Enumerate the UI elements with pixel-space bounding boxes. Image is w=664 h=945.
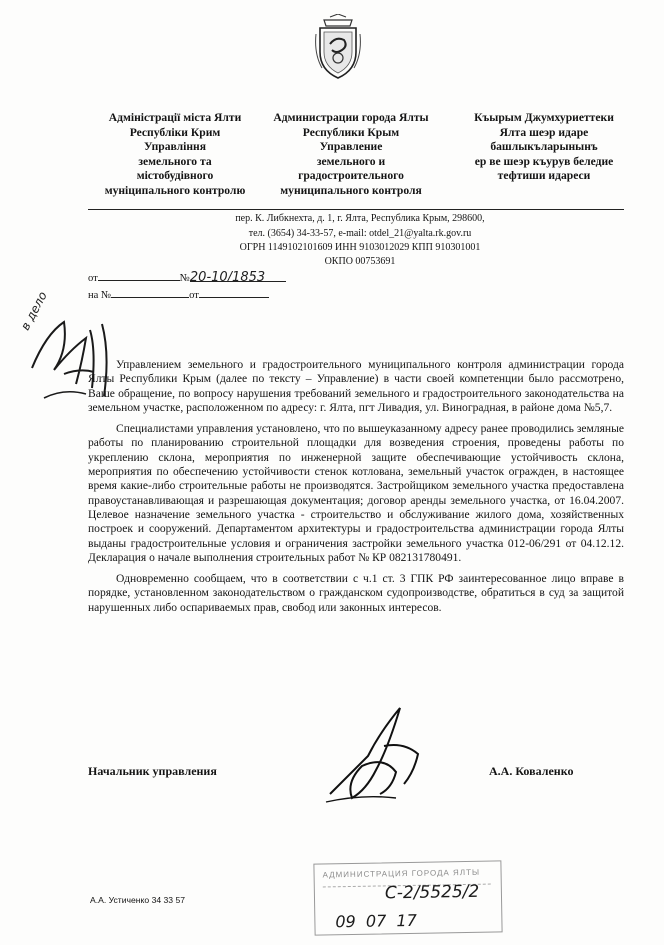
- header-ru-line: градостроительного: [298, 169, 404, 183]
- incoming-registration-stamp: [313, 860, 502, 935]
- date-blank: [98, 269, 180, 281]
- header-crh-line: ер ве шеэр къурув беледие: [474, 154, 614, 168]
- stamp-incoming-number: С-2/5525/2: [384, 881, 480, 904]
- header-uk-line: Управління: [144, 140, 206, 154]
- handwritten-number: 20-10/1853: [190, 270, 286, 282]
- header-ru-line: муниципального контроля: [280, 183, 422, 197]
- header-ru-line: земельного и: [316, 154, 386, 168]
- coat-of-arms-emblem: [314, 14, 362, 80]
- body-paragraph: Специалистами управления установлено, что по вышеуказанному адресу ранее проводились земляные работы по планированию строительной площадки для возведения строения, проведены работы по укреплению склона, мероприятия по инженерной защите обеспечивающие устойчивость склона, мероприятия по обеспечению устойчивости стенок котлована, земельный участок огражден, в настоящее время какие-либо строительные работы не производятся. Застройщиком земельного участка предоставлена правоустанавливающая и разрешающая документация; договор аренды земельного участка, от 16.04.2007. Целевое назначение земельного участка - строительство и обслуживание жилого дома, хозяйственных построек и сооружений. Департаментом архитектуры и градостроительства администрации города Ялты выданы градостроительные условия и ограничения застройки земельного участка 012-06/291 от 04.12.12. Декларация о начале выполнения строительных работ № КР 082131780491.: [88, 423, 624, 564]
- header-ru-line: Республики Крым: [302, 125, 400, 139]
- letter-body: [88, 358, 624, 615]
- signatory-name: А.А. Коваленко: [489, 764, 574, 778]
- outgoing-registration: [88, 269, 286, 284]
- header-uk-line: містобудівного: [136, 169, 214, 183]
- body-paragraph: Управлением земельного и градостроительного муниципального контроля администрации города Ялты Республики Крым (далее по тексту – Управление) в части своей компетенции было рассмотрено, Ваше обращение, по вопросу нарушения требований земельного и градостроительного законодательства на земельном участке, расположенном по адресу: г. Ялта, пгт Ливадия, ул. Виноградная, в районе дома №5,7.: [88, 359, 624, 414]
- stamp-date: 09 07 17: [335, 910, 417, 932]
- margin-resolution-text: в дело: [18, 289, 50, 333]
- number-label: №: [179, 273, 190, 284]
- ref-from-label: от: [189, 290, 199, 301]
- executor-line: А.А. Устиченко 34 33 57: [90, 895, 186, 905]
- header-ru-line: Администрации города Ялты: [273, 111, 429, 124]
- header-crimean-tatar: [448, 111, 640, 184]
- phone-email-line: тел. (3654) 34-33-57, e-mail: otdel_21@yalta.rk.gov.ru: [248, 228, 472, 239]
- header-ukrainian: [86, 111, 264, 199]
- registration-ids-line: ОГРН 1149102101609 ИНН 9103012029 КПП 910301001: [239, 242, 481, 253]
- header-crh-line: Къырым Джумхуриеттеки: [474, 111, 614, 124]
- header-crh-line: тефтиши идареси: [497, 169, 591, 183]
- header-uk-line: земельного та: [138, 154, 212, 168]
- address-line: пер. К. Либкнехта, д. 1, г. Ялта, Республика Крым, 298600,: [235, 213, 485, 224]
- header-uk-line: Адміністрації міста Ялти: [108, 111, 242, 124]
- header-russian: [262, 111, 440, 199]
- header-uk-line: Республіки Крим: [129, 125, 221, 139]
- header-ru-line: Управление: [319, 140, 383, 154]
- ref-number-label: на №: [88, 290, 112, 301]
- header-uk-line: муніципального контролю: [104, 183, 246, 197]
- header-divider: [88, 209, 624, 210]
- header-crh-line: башлыкъларынынъ: [490, 140, 598, 154]
- body-paragraph: Одновременно сообщаем, что в соответствии с ч.1 ст. 3 ГПК РФ заинтересованное лицо вправе в порядке, установленном законодательством о гражданском судопроизводстве, обратиться в суд за защитой нарушенных либо оспариваемых прав, свобод или законных интересов.: [88, 573, 624, 614]
- stamp-header: АДМИНИСТРАЦИЯ ГОРОДА ЯЛТЫ: [322, 867, 481, 880]
- header-crh-line: Ялта шеэр идаре: [499, 125, 589, 139]
- okpo-line: ОКПО 00753691: [324, 256, 396, 267]
- handwritten-signature: [322, 702, 442, 812]
- from-label: от: [88, 273, 98, 284]
- signatory-title: Начальник управления: [88, 764, 217, 778]
- ref-date-blank: [199, 286, 269, 298]
- reference-registration: [88, 286, 269, 301]
- ref-number-blank: [111, 286, 189, 298]
